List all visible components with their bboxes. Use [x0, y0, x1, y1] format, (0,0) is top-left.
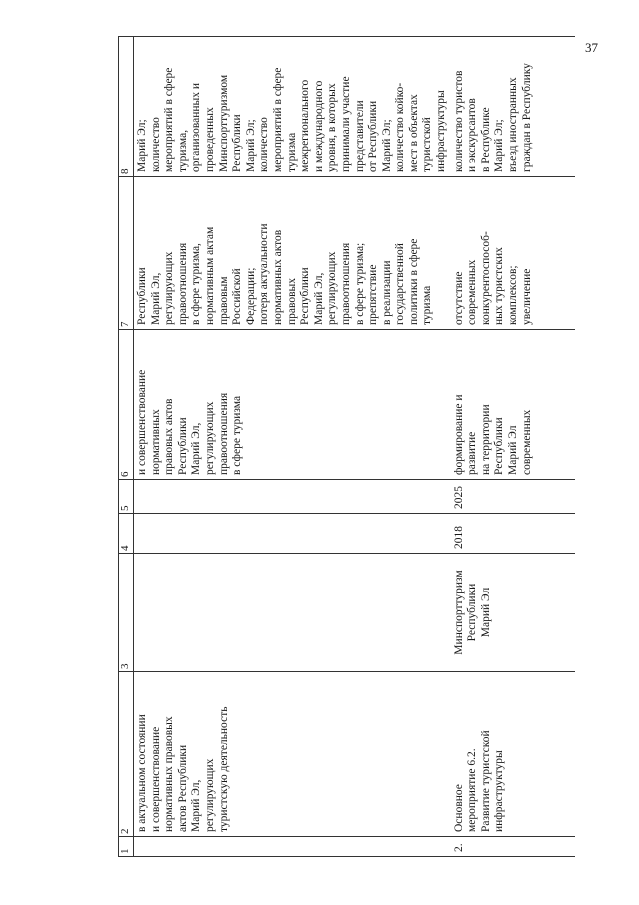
cell-line: представители — [353, 100, 366, 172]
expected-result-cell — [451, 330, 575, 480]
end-year-cell: 2025 — [451, 480, 575, 514]
cell-line: Республики — [299, 267, 312, 325]
cell-line: уровня, в которых — [326, 83, 339, 172]
cell-line: отсутствие — [452, 271, 465, 325]
cell-line: развитие — [466, 431, 479, 475]
cell-line: в Республике — [479, 107, 492, 172]
cell-line: Марий Эл; — [244, 119, 257, 172]
cell-line: формирование и — [452, 394, 465, 475]
cell-line: Республики — [136, 267, 148, 325]
cell-line: препятствие — [367, 264, 380, 325]
cell-line: туристской — [421, 117, 434, 172]
cell-line: регулирующих — [203, 758, 216, 832]
cell-line: туризма — [285, 132, 298, 172]
cell-line: количество туристов — [452, 70, 465, 172]
cell-line: Федерации; — [244, 267, 257, 325]
cell-line: Развитие туристской — [479, 730, 492, 832]
cell-line: Марий Эл — [479, 587, 492, 638]
header-cell: 7 — [119, 177, 134, 330]
cell-line: межрегионального — [299, 79, 312, 172]
header-cell: 8 — [119, 37, 134, 177]
cell-line: проведенных — [203, 107, 216, 172]
cell-line: правовых — [285, 277, 298, 325]
cell-line: нормативных правовых — [163, 716, 176, 832]
header-row — [119, 37, 134, 857]
cell-line: количество — [258, 117, 271, 172]
cell-line: Марий Эл, — [190, 422, 203, 475]
cell-line: регулирующих — [203, 401, 216, 475]
measures-table — [118, 36, 575, 857]
cell-line: в сфере туризма; — [353, 242, 366, 325]
indicators-cell — [134, 37, 451, 177]
cell-line: Марий Эл; — [493, 119, 506, 172]
cell-line: в реализации — [380, 260, 393, 325]
cell-line: правовым — [217, 276, 230, 325]
indicators-cell — [451, 37, 575, 177]
cell-line: нормативным актам — [203, 226, 216, 325]
consequences-cell — [134, 177, 451, 330]
cell-line: правовых актов — [163, 398, 176, 475]
cell-line: увеличение — [520, 268, 533, 325]
cell-line: Марий Эл — [507, 425, 520, 475]
cell-line: Российской — [231, 268, 244, 325]
cell-line: въезд иностранных — [507, 77, 520, 172]
table-row — [134, 37, 451, 857]
cell-line: Марий Эл; — [380, 119, 393, 172]
cell-line: Марий Эл, — [149, 272, 162, 325]
measure-name-cell — [134, 672, 451, 837]
cell-line: инфраструктуры — [493, 750, 506, 832]
cell-line: и экскурсантов — [466, 98, 479, 172]
header-cell: 3 — [119, 554, 134, 672]
cell-line: современных — [520, 409, 533, 475]
cell-line: организованных и — [190, 82, 203, 172]
cell-line: потеря актуальности — [258, 223, 271, 325]
cell-line: Республики — [493, 417, 506, 475]
cell-line: и совершенствование — [149, 726, 162, 832]
cell-line: политики в сфере — [407, 238, 420, 325]
consequences-cell — [451, 177, 575, 330]
cell-line: в актуальном состоянии — [136, 714, 148, 832]
cell-line: нормативных — [149, 409, 162, 475]
cell-line: Минспорттуризм — [452, 570, 465, 655]
cell-line: правоотношения — [339, 242, 352, 325]
cell-line: Минспорттуризмом — [217, 74, 230, 172]
executor-cell — [134, 554, 451, 672]
measure-name-cell — [451, 672, 575, 837]
cell-line: комплексов; — [507, 265, 520, 325]
cell-line: мероприятий в сфере — [271, 67, 284, 172]
cell-line: правоотношения — [217, 392, 230, 475]
page-number: 37 — [585, 40, 598, 55]
cell-line: мероприятий в сфере — [163, 67, 176, 172]
table-row — [451, 37, 575, 857]
cell-line: ных туристских — [493, 247, 506, 325]
row-number-cell — [134, 837, 451, 857]
cell-line: в сфере туризма — [231, 395, 244, 475]
start-year-cell: 2018 — [451, 514, 575, 554]
cell-line: Марий Эл, — [190, 779, 203, 832]
cell-line: на территории — [479, 404, 492, 475]
cell-line: и совершенствование — [136, 369, 148, 475]
end-year-cell — [134, 480, 451, 514]
cell-line: Основное — [452, 784, 465, 832]
cell-line: количество койко- — [394, 82, 407, 172]
header-cell: 4 — [119, 514, 134, 554]
cell-line: Марий Эл, — [312, 272, 325, 325]
cell-line: Республики — [231, 114, 244, 172]
cell-line: инфраструктуры — [435, 90, 448, 172]
header-cell: 5 — [119, 480, 134, 514]
cell-line: в сфере туризма, — [190, 243, 203, 325]
header-cell: 6 — [119, 330, 134, 480]
start-year-cell — [134, 514, 451, 554]
cell-line: государственной — [394, 243, 407, 325]
cell-line: мероприятие 6.2. — [466, 748, 479, 832]
cell-line: количество — [149, 117, 162, 172]
cell-line: принимали участие — [339, 76, 352, 172]
expected-result-cell — [134, 330, 451, 480]
cell-line: современных — [466, 259, 479, 325]
cell-line: и международного — [312, 80, 325, 172]
cell-line: Марий Эл; — [136, 119, 148, 172]
cell-line: от Республики — [367, 100, 380, 172]
cell-line: правоотношения — [176, 242, 189, 325]
rotated-table-container — [118, 37, 618, 857]
cell-line: туризма, — [176, 129, 189, 172]
cell-line: Республики — [466, 583, 479, 642]
cell-line: граждан в Республику — [520, 63, 533, 172]
row-number-cell: 2. — [451, 837, 575, 857]
header-cell: 2 — [119, 672, 134, 837]
cell-line: конкурентоспособ- — [479, 231, 492, 325]
cell-line: регулирующих — [163, 251, 176, 325]
cell-line: актов Республики — [176, 744, 189, 832]
cell-line: туризма — [421, 285, 434, 325]
header-cell: 1 — [119, 837, 134, 857]
cell-line: нормативных актов — [271, 229, 284, 325]
cell-line: регулирующих — [326, 251, 339, 325]
cell-line: мест в объектах — [407, 94, 420, 172]
executor-cell — [451, 554, 575, 672]
cell-line: туристскую деятельность — [217, 706, 230, 832]
cell-line: Республики — [176, 417, 189, 475]
